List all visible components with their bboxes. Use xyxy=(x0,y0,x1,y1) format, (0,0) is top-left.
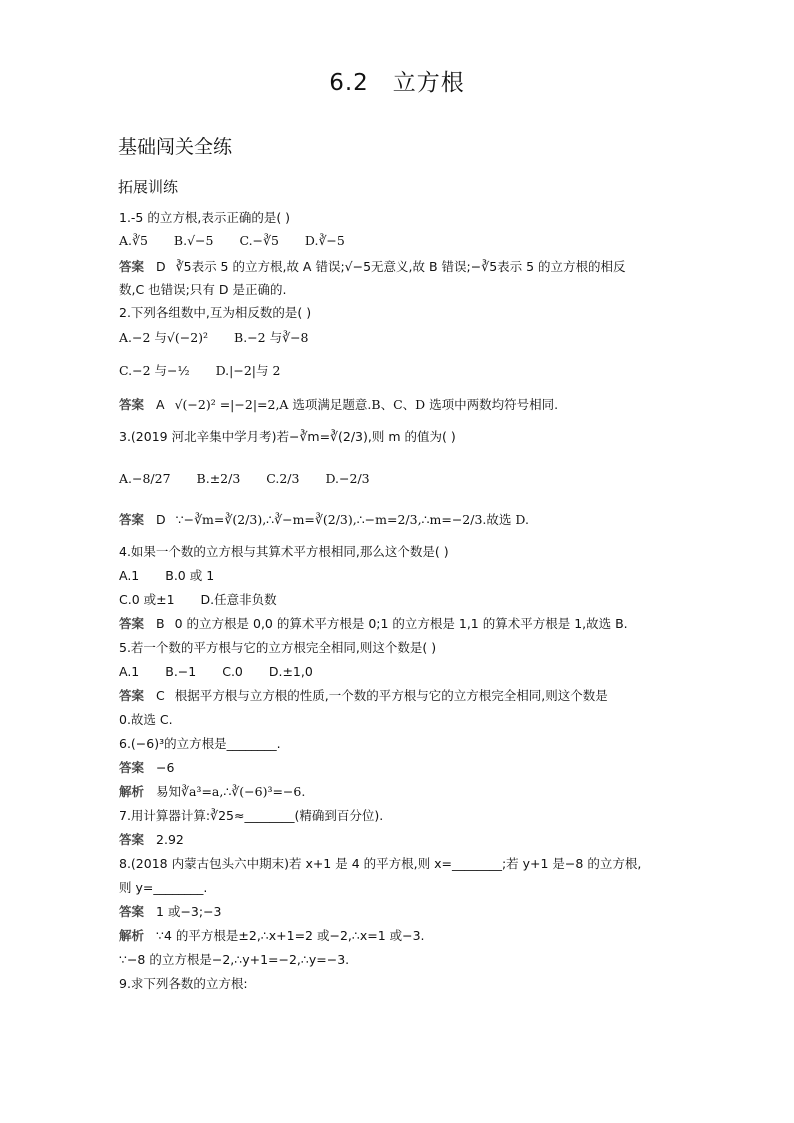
option-a: A.1 xyxy=(119,664,140,679)
question-1: 1.-5 的立方根,表示正确的是( ) xyxy=(119,210,291,225)
analysis-label: 解析 xyxy=(119,928,145,943)
answer-label: 答案 xyxy=(119,688,145,703)
answer-5-continued: 0.故选 C. xyxy=(119,712,173,727)
section-title: 立方根 xyxy=(392,70,465,96)
answer-1-continued: 数,C 也错误;只有 D 是正确的. xyxy=(119,282,287,297)
analysis-label: 解析 xyxy=(119,784,145,799)
answer-label: 答案 xyxy=(119,760,145,775)
answer-choice: B xyxy=(156,616,165,631)
answer-label: 答案 xyxy=(119,904,145,919)
question-6: 6.(−6)³的立方根是________. xyxy=(119,736,281,751)
answer-explanation: 根据平方根与立方根的性质,一个数的平方根与它的立方根完全相同,则这个数是 xyxy=(174,688,608,703)
question-4-options-row2 xyxy=(119,591,299,609)
answer-label: 答案 xyxy=(119,512,145,527)
answer-8 xyxy=(119,903,222,921)
answer-3 xyxy=(119,511,529,529)
answer-6 xyxy=(119,759,174,777)
option-b: B.0 或 1 xyxy=(165,568,215,583)
option-d: D.−2/3 xyxy=(325,471,370,486)
option-b: B.−2 与∛−8 xyxy=(234,330,309,345)
question-8: 8.(2018 内蒙古包头六中期末)若 x+1 是 4 的平方根,则 x=________;若 y+1 是−8 的立方根, xyxy=(119,856,642,871)
question-5-options xyxy=(119,663,335,681)
option-b: B.±2/3 xyxy=(196,471,241,486)
option-b: B.√−5 xyxy=(173,233,214,248)
section-number: 6.2 xyxy=(329,70,369,96)
answer-value: 2.92 xyxy=(156,832,184,847)
option-a: A.−2 与√(−2)² xyxy=(119,330,209,345)
answer-value: 1 或−3;−3 xyxy=(156,904,222,919)
answer-4 xyxy=(119,615,628,633)
answer-label: 答案 xyxy=(119,397,145,412)
answer-2 xyxy=(119,396,558,414)
question-9: 9.求下列各数的立方根: xyxy=(119,976,248,991)
question-5: 5.若一个数的平方根与它的立方根完全相同,则这个数是( ) xyxy=(119,640,437,655)
answer-1 xyxy=(119,258,626,276)
question-3: 3.(2019 河北辛集中学月考)若−∛m=∛(2/3),则 m 的值为( ) xyxy=(119,429,456,444)
answer-explanation: ∵−∛m=∛(2/3),∴∛−m=∛(2/3),∴−m=2/3,∴m=−2/3.故选 D. xyxy=(175,512,529,527)
analysis-6 xyxy=(119,783,305,801)
subsection-heading: 拓展训练 xyxy=(118,178,179,196)
option-c: C.2/3 xyxy=(266,471,300,486)
analysis-8 xyxy=(119,927,425,945)
option-a: A.−8/27 xyxy=(119,471,171,486)
question-2-options-row2 xyxy=(119,362,302,380)
question-8-continued: 则 y=________. xyxy=(119,880,208,895)
answer-5 xyxy=(119,687,608,705)
option-d: D.±1,0 xyxy=(268,664,313,679)
answer-label: 答案 xyxy=(119,259,145,274)
answer-label: 答案 xyxy=(119,832,145,847)
option-c: C.−∛5 xyxy=(239,233,279,248)
question-7: 7.用计算器计算:∛25≈________(精确到百分位). xyxy=(119,808,384,823)
option-c: C.0 或±1 xyxy=(119,592,175,607)
page-title xyxy=(0,64,794,97)
analysis-text: 易知∛a³=a,∴∛(−6)³=−6. xyxy=(156,784,306,799)
option-d: D.∛−5 xyxy=(304,233,345,248)
question-3-options xyxy=(119,470,392,488)
question-2: 2.下列各组数中,互为相反数的是( ) xyxy=(119,305,312,320)
option-d: D.|−2|与 2 xyxy=(215,363,281,378)
question-1-options xyxy=(119,232,367,250)
option-c: C.−2 与−½ xyxy=(119,363,190,378)
answer-choice: D xyxy=(156,259,166,274)
option-a: A.1 xyxy=(119,568,140,583)
answer-choice: A xyxy=(156,397,165,412)
option-c: C.0 xyxy=(222,664,243,679)
answer-explanation: 0 的立方根是 0,0 的算术平方根是 0;1 的立方根是 1,1 的算术平方根是 1,故选 B. xyxy=(174,616,628,631)
answer-explanation: √(−2)² =|−2|=2,A 选项满足题意.B、C、D 选项中两数均符号相同. xyxy=(174,397,559,412)
analysis-8-continued: ∵−8 的立方根是−2,∴y+1=−2,∴y=−3. xyxy=(119,952,350,967)
answer-explanation: ∛5表示 5 的立方根,故 A 错误;√−5无意义,故 B 错误;−∛5表示 5 的立方根的相反 xyxy=(175,259,626,274)
answer-value: −6 xyxy=(156,760,175,775)
option-b: B.−1 xyxy=(165,664,197,679)
answer-7 xyxy=(119,831,184,849)
option-a: A.∛5 xyxy=(119,233,148,248)
answer-label: 答案 xyxy=(119,616,145,631)
answer-choice: C xyxy=(156,688,165,703)
question-4-options-row1 xyxy=(119,567,236,585)
option-d: D.任意非负数 xyxy=(200,592,277,607)
question-2-options-row1 xyxy=(119,329,331,347)
section-heading: 基础闯关全练 xyxy=(118,136,233,158)
answer-choice: D xyxy=(156,512,166,527)
analysis-text: ∵4 的平方根是±2,∴x+1=2 或−2,∴x=1 或−3. xyxy=(156,928,425,943)
question-4: 4.如果一个数的立方根与其算术平方根相同,那么这个数是( ) xyxy=(119,544,449,559)
